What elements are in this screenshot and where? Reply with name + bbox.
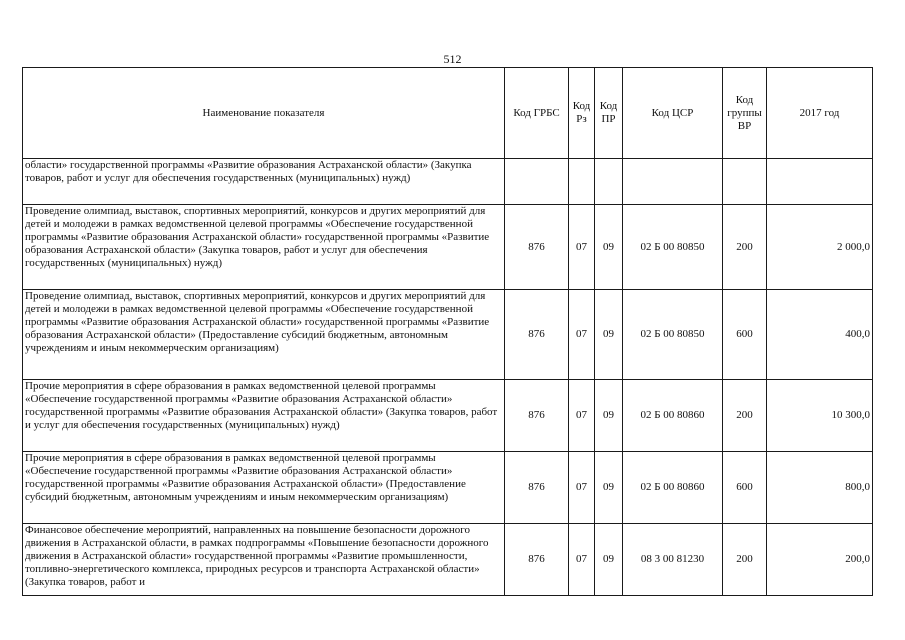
cell-vr: 600	[723, 452, 767, 524]
cell-grbs: 876	[505, 380, 569, 452]
cell-grbs: 876	[505, 452, 569, 524]
table-header	[23, 68, 873, 159]
cell-name: области» государственной программы «Развитие образования Астраханской области» (Закупка товаров, работ и услуг для обеспечения государственных (муниципальных) нужд)	[23, 159, 505, 205]
page-number: 512	[443, 52, 462, 66]
header-pr: Код ПР	[595, 68, 623, 159]
table-row	[23, 524, 873, 596]
cell-vr: 600	[723, 290, 767, 380]
cell-pr: 09	[595, 205, 623, 290]
cell-vr: 200	[723, 524, 767, 596]
cell-grbs: 876	[505, 290, 569, 380]
cell-name: Проведение олимпиад, выставок, спортивных мероприятий, конкурсов и других мероприятий для детей и молодежи в рамках ведомственной целевой программы «Обеспечение государственной программы «Развитие образования Астраханской области» государственной программы «Развитие образования Астраханской области» (Предоставление субсидий бюджетным, автономным учреждениям и иным некоммерческим организациям)	[23, 290, 505, 380]
table-body	[23, 159, 873, 596]
cell-amount: 10 300,0	[767, 380, 873, 452]
cell-csr	[623, 159, 723, 205]
cell-rz: 07	[569, 380, 595, 452]
header-vr: Код группы ВР	[723, 68, 767, 159]
cell-amount: 2 000,0	[767, 205, 873, 290]
cell-csr: 02 Б 00 80860	[623, 452, 723, 524]
cell-csr: 02 Б 00 80850	[623, 290, 723, 380]
cell-csr: 02 Б 00 80850	[623, 205, 723, 290]
cell-pr: 09	[595, 380, 623, 452]
cell-rz: 07	[569, 524, 595, 596]
cell-name: Финансовое обеспечение мероприятий, направленных на повышение безопасности дорожного движения в Астраханской области, в рамках подпрограммы «Повышение безопасности дорожного движения в Астраханской области» государственной программы «Развитие промышленности, топливно-энергетического комплекса, природных ресурсов и транспорта Астраханской области» (Закупка товаров, работ и	[23, 524, 505, 596]
table-row	[23, 290, 873, 380]
cell-csr: 08 3 00 81230	[623, 524, 723, 596]
header-year: 2017 год	[767, 68, 873, 159]
header-name: Наименование показателя	[23, 68, 505, 159]
header-grbs: Код ГРБС	[505, 68, 569, 159]
budget-table	[22, 67, 873, 596]
cell-name: Прочие мероприятия в сфере образования в рамках ведомственной целевой программы «Обеспечение государственной программы «Развитие образования Астраханской области» государственной программы «Развитие образования Астраханской области» (Предоставление субсидий бюджетным, автономным учреждениям и иным некоммерческим организациям)	[23, 452, 505, 524]
cell-vr: 200	[723, 205, 767, 290]
header-rz: Код Рз	[569, 68, 595, 159]
cell-pr: 09	[595, 290, 623, 380]
table-row	[23, 159, 873, 205]
table-row	[23, 452, 873, 524]
cell-pr: 09	[595, 452, 623, 524]
cell-vr	[723, 159, 767, 205]
cell-rz: 07	[569, 290, 595, 380]
cell-grbs: 876	[505, 205, 569, 290]
table-row	[23, 380, 873, 452]
table-row	[23, 205, 873, 290]
cell-grbs	[505, 159, 569, 205]
cell-pr: 09	[595, 524, 623, 596]
cell-vr: 200	[723, 380, 767, 452]
cell-grbs: 876	[505, 524, 569, 596]
header-csr: Код ЦСР	[623, 68, 723, 159]
cell-name: Прочие мероприятия в сфере образования в рамках ведомственной целевой программы «Обеспечение государственной программы «Развитие образования Астраханской области» государственной программы «Развитие образования Астраханской области» (Закупка товаров, работ и услуг для обеспечения государственных (муниципальных) нужд)	[23, 380, 505, 452]
cell-rz: 07	[569, 205, 595, 290]
cell-amount	[767, 159, 873, 205]
header-row	[23, 68, 873, 159]
cell-amount: 800,0	[767, 452, 873, 524]
cell-name: Проведение олимпиад, выставок, спортивных мероприятий, конкурсов и других мероприятий для детей и молодежи в рамках ведомственной целевой программы «Обеспечение государственной программы «Развитие образования Астраханской области» государственной программы «Развитие образования Астраханской области» (Закупка товаров, работ и услуг для обеспечения государственных (муниципальных) нужд)	[23, 205, 505, 290]
cell-rz	[569, 159, 595, 205]
cell-amount: 400,0	[767, 290, 873, 380]
cell-pr	[595, 159, 623, 205]
cell-amount: 200,0	[767, 524, 873, 596]
cell-csr: 02 Б 00 80860	[623, 380, 723, 452]
cell-rz: 07	[569, 452, 595, 524]
